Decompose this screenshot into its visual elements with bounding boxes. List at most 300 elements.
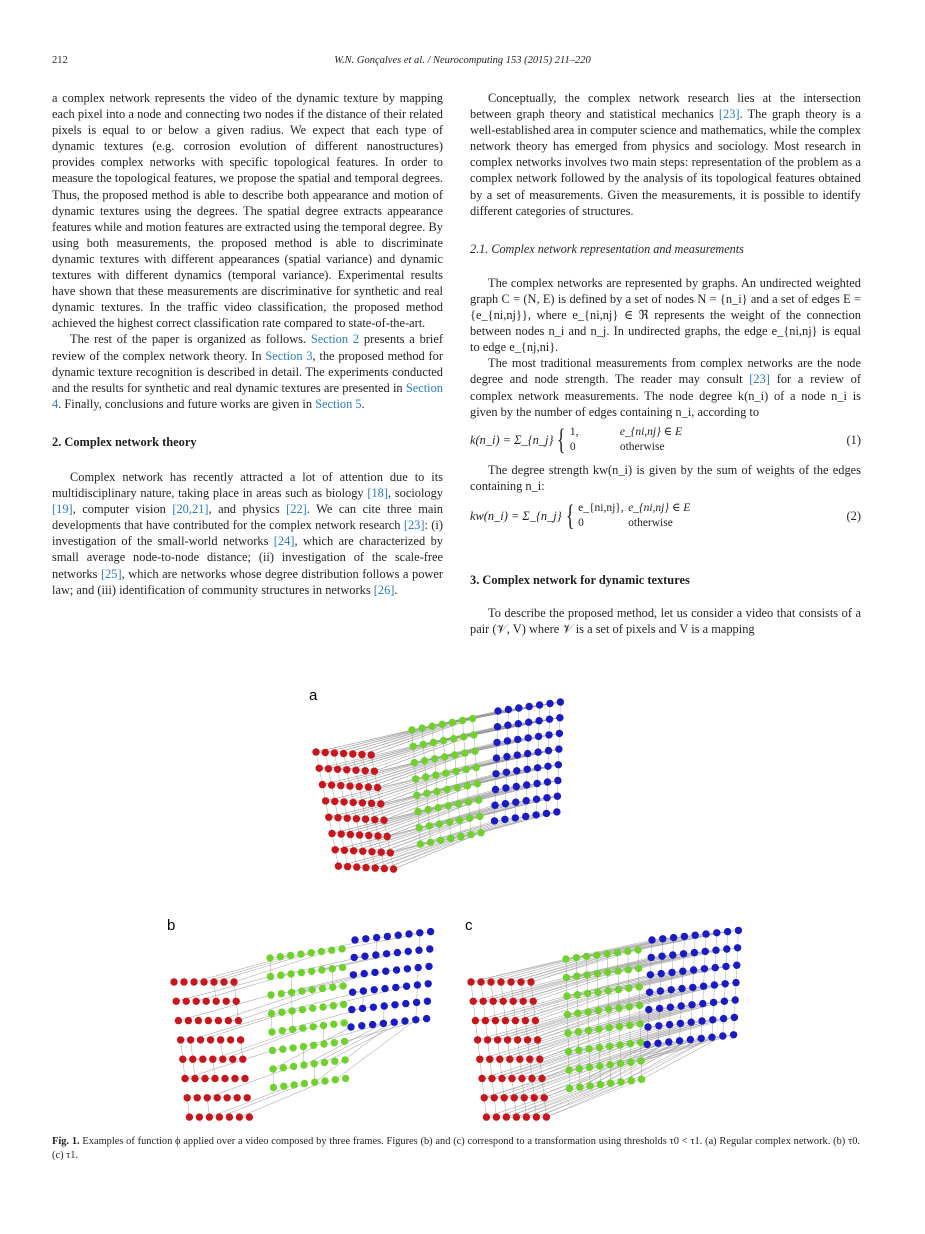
- right-paragraph-1: Conceptually, the complex network research lies at the intersection between graph theory and statistical mechanics [23]. The graph theory is a well-established area in computer science and mathematics, while the complex network theory has emerged from physics and sociology. Most research in complex networks involves two main steps: representation of the problem as a complex network followed by the analysis of its topological features obtained by a set of measurements. Given the measurements, it is possible to identify different categories of structures.: [470, 91, 861, 218]
- network-node-green: [466, 815, 473, 822]
- network-node-green: [605, 987, 612, 994]
- network-node-red: [322, 797, 329, 804]
- network-node-green: [277, 972, 284, 979]
- network-node-red: [209, 1056, 216, 1063]
- network-node-red: [319, 781, 326, 788]
- network-node-blue: [491, 802, 498, 809]
- network-node-red: [368, 800, 375, 807]
- network-node-blue: [732, 996, 739, 1003]
- network-node-green: [626, 1003, 633, 1010]
- network-node-blue: [532, 811, 539, 818]
- network-node-green: [430, 739, 437, 746]
- network-edge: [384, 833, 481, 869]
- network-node-green: [268, 1010, 275, 1017]
- network-node-blue: [505, 706, 512, 713]
- network-node-green: [460, 733, 467, 740]
- network-node-blue: [536, 701, 543, 708]
- network-node-red: [328, 830, 335, 837]
- network-node-red: [532, 1017, 539, 1024]
- network-node-blue: [394, 949, 401, 956]
- network-node-blue: [702, 930, 709, 937]
- network-node-blue: [667, 1004, 674, 1011]
- network-node-blue: [555, 745, 562, 752]
- network-node-blue: [412, 1016, 419, 1023]
- network-node-green: [439, 721, 446, 728]
- network-node-blue: [647, 971, 654, 978]
- network-node-green: [422, 773, 429, 780]
- network-node-blue: [524, 766, 531, 773]
- network-node-red: [227, 1036, 234, 1043]
- network-node-green: [470, 731, 477, 738]
- network-node-green: [279, 1027, 286, 1034]
- network-node-red: [371, 816, 378, 823]
- network-node-red: [191, 1075, 198, 1082]
- network-node-green: [431, 755, 438, 762]
- ref-22[interactable]: [22]: [286, 502, 307, 517]
- network-node-green: [616, 1041, 623, 1048]
- network-node-blue: [494, 707, 501, 714]
- network-node-green: [321, 1077, 328, 1084]
- network-node-blue: [512, 799, 519, 806]
- ref-18[interactable]: [18]: [367, 486, 388, 501]
- network-node-red: [186, 1113, 193, 1120]
- network-node-blue: [657, 987, 664, 994]
- network-node-blue: [533, 780, 540, 787]
- network-node-red: [206, 1113, 213, 1120]
- network-node-green: [464, 782, 471, 789]
- network-node-red: [179, 1056, 186, 1063]
- ref-19[interactable]: [19]: [52, 502, 73, 517]
- section-5-link[interactable]: Section 5: [315, 396, 362, 411]
- network-node-red: [541, 1094, 548, 1101]
- network-node-red: [195, 1017, 202, 1024]
- network-node-blue: [501, 816, 508, 823]
- network-node-green: [566, 1085, 573, 1092]
- network-node-blue: [690, 966, 697, 973]
- network-node-blue: [699, 1000, 706, 1007]
- ref-25[interactable]: [25]: [100, 566, 122, 581]
- network-node-red: [358, 751, 365, 758]
- network-node-blue: [691, 949, 698, 956]
- network-node-red: [331, 749, 338, 756]
- network-node-green: [585, 1027, 592, 1034]
- network-node-blue: [402, 1000, 409, 1007]
- network-node-blue: [513, 767, 520, 774]
- network-node-green: [635, 965, 642, 972]
- network-node-green: [474, 780, 481, 787]
- network-node-red: [236, 1113, 243, 1120]
- network-node-blue: [535, 733, 542, 740]
- network-node-green: [604, 969, 611, 976]
- network-node-red: [185, 1017, 192, 1024]
- equation-2: kw(n_i) = Σ_{n_j} { e_{ni,nj}, e_{ni,nj} ∈ E 0 otherwise (2): [470, 498, 861, 532]
- network-node-green: [574, 1010, 581, 1017]
- panel-b-nodes: [170, 928, 434, 1121]
- network-node-red: [365, 783, 372, 790]
- network-node-green: [576, 1084, 583, 1091]
- network-node-red: [362, 864, 369, 871]
- network-node-green: [408, 726, 415, 733]
- network-node-blue: [347, 1023, 354, 1030]
- ref-24[interactable]: [24]: [273, 534, 295, 549]
- network-node-red: [190, 978, 197, 985]
- section-3-link[interactable]: Section 3: [265, 348, 313, 363]
- section-2-link[interactable]: Section 2: [310, 332, 360, 347]
- network-node-green: [424, 806, 431, 813]
- network-node-green: [447, 835, 454, 842]
- network-node-blue: [381, 985, 388, 992]
- network-node-blue: [722, 963, 729, 970]
- network-node-red: [343, 766, 350, 773]
- network-node-green: [309, 1005, 316, 1012]
- network-node-blue: [676, 1037, 683, 1044]
- network-node-red: [334, 766, 341, 773]
- network-node-green: [635, 983, 642, 990]
- network-node-green: [471, 748, 478, 755]
- network-node-blue: [557, 698, 564, 705]
- network-node-red: [480, 998, 487, 1005]
- network-node-red: [233, 998, 240, 1005]
- network-node-green: [625, 985, 632, 992]
- network-node-blue: [698, 1035, 705, 1042]
- network-node-red: [520, 998, 527, 1005]
- network-node-green: [321, 1059, 328, 1066]
- network-node-red: [486, 1056, 493, 1063]
- network-node-red: [482, 1017, 489, 1024]
- network-node-red: [507, 978, 514, 985]
- network-node-red: [484, 1036, 491, 1043]
- running-title: W.N. Gonçalves et al. / Neurocomputing 153 (2015) 211–220: [334, 55, 591, 66]
- network-node-blue: [361, 953, 368, 960]
- network-node-red: [491, 1094, 498, 1101]
- network-node-blue: [503, 769, 510, 776]
- network-node-red: [241, 1075, 248, 1082]
- network-node-green: [615, 986, 622, 993]
- network-node-green: [269, 1047, 276, 1054]
- network-node-red: [187, 1036, 194, 1043]
- network-node-blue: [425, 963, 432, 970]
- network-node-red: [384, 833, 391, 840]
- network-node-blue: [724, 928, 731, 935]
- network-node-red: [501, 1094, 508, 1101]
- subsection-2-1-heading: 2.1. Complex network representation and measurements: [470, 241, 744, 256]
- network-node-red: [350, 847, 357, 854]
- network-node-blue: [493, 739, 500, 746]
- network-edge: [536, 1081, 631, 1117]
- network-node-green: [473, 764, 480, 771]
- network-node-green: [593, 951, 600, 958]
- eq2-case1-condition: e_{ni,nj} ∈ E: [628, 501, 691, 514]
- network-node-blue: [702, 948, 709, 955]
- eq2-lhs: kw(n_i) = Σ_{n_j}: [470, 508, 562, 523]
- network-node-blue: [556, 714, 563, 721]
- network-node-blue: [656, 1005, 663, 1012]
- network-node-green: [449, 719, 456, 726]
- network-node-red: [472, 1017, 479, 1024]
- network-node-green: [320, 1040, 327, 1047]
- network-node-blue: [382, 968, 389, 975]
- network-node-red: [481, 1094, 488, 1101]
- network-node-red: [244, 1094, 251, 1101]
- network-node-green: [575, 1047, 582, 1054]
- network-node-red: [193, 998, 200, 1005]
- network-node-green: [583, 953, 590, 960]
- network-node-blue: [680, 950, 687, 957]
- network-node-blue: [730, 1031, 737, 1038]
- network-edge: [209, 1085, 294, 1117]
- network-node-blue: [658, 970, 665, 977]
- network-node-green: [280, 1083, 287, 1090]
- network-node-blue: [491, 817, 498, 824]
- network-node-red: [524, 1036, 531, 1043]
- eq1-case1-condition: e_{ni,nj} ∈ E: [619, 425, 682, 438]
- network-node-green: [562, 955, 569, 962]
- network-node-green: [563, 974, 570, 981]
- network-node-blue: [689, 984, 696, 991]
- network-node-red: [518, 1075, 525, 1082]
- network-node-green: [299, 1024, 306, 1031]
- network-node-green: [565, 1066, 572, 1073]
- network-node-blue: [533, 796, 540, 803]
- network-node-blue: [655, 1022, 662, 1029]
- network-node-red: [359, 799, 366, 806]
- network-edge: [223, 1027, 313, 1059]
- ref-23-c[interactable]: [23]: [749, 372, 770, 387]
- right-paragraph-5: To describe the proposed method, let us consider a video that consists of a pair (𝒱, V) where 𝒱 is a set of pixels and V is a mapping: [470, 605, 861, 637]
- network-node-green: [564, 1029, 571, 1036]
- network-node-blue: [712, 947, 719, 954]
- network-edge: [191, 1012, 282, 1040]
- network-node-red: [359, 848, 366, 855]
- network-node-blue: [648, 936, 655, 943]
- network-node-blue: [414, 981, 421, 988]
- network-node-green: [341, 1038, 348, 1045]
- network-node-blue: [522, 813, 529, 820]
- network-edge: [500, 1030, 589, 1059]
- network-node-green: [341, 1056, 348, 1063]
- network-node-red: [340, 798, 347, 805]
- network-node-green: [607, 1061, 614, 1068]
- network-node-red: [488, 1075, 495, 1082]
- network-node-green: [300, 1061, 307, 1068]
- network-node-blue: [416, 929, 423, 936]
- network-node-blue: [678, 985, 685, 992]
- network-node-red: [390, 865, 397, 872]
- panel-a-label: a: [309, 687, 318, 704]
- network-node-red: [246, 1113, 253, 1120]
- network-node-blue: [393, 966, 400, 973]
- network-node-green: [318, 948, 325, 955]
- network-node-red: [371, 768, 378, 775]
- network-node-red: [338, 830, 345, 837]
- network-node-red: [490, 998, 497, 1005]
- network-node-blue: [678, 1002, 685, 1009]
- network-node-green: [298, 987, 305, 994]
- network-node-blue: [731, 1014, 738, 1021]
- network-node-green: [615, 1004, 622, 1011]
- network-node-green: [606, 1024, 613, 1031]
- network-node-green: [331, 1039, 338, 1046]
- network-node-green: [573, 973, 580, 980]
- network-node-red: [211, 1075, 218, 1082]
- network-node-red: [381, 865, 388, 872]
- network-node-red: [196, 1113, 203, 1120]
- network-node-red: [492, 1017, 499, 1024]
- network-edge: [503, 974, 597, 1002]
- network-node-blue: [720, 1015, 727, 1022]
- network-node-blue: [526, 703, 533, 710]
- network-node-blue: [373, 934, 380, 941]
- network-node-green: [320, 1022, 327, 1029]
- network-node-red: [335, 862, 342, 869]
- network-node-red: [350, 799, 357, 806]
- network-node-red: [223, 998, 230, 1005]
- eq1-number: (1): [846, 432, 861, 447]
- network-node-red: [344, 863, 351, 870]
- network-node-blue: [415, 964, 422, 971]
- network-node-green: [456, 817, 463, 824]
- network-node-blue: [351, 936, 358, 943]
- network-node-green: [454, 784, 461, 791]
- network-node-red: [173, 998, 180, 1005]
- network-node-blue: [644, 1023, 651, 1030]
- network-node-blue: [681, 933, 688, 940]
- network-node-red: [325, 814, 332, 821]
- network-node-red: [380, 817, 387, 824]
- network-node-green: [443, 786, 450, 793]
- network-node-blue: [523, 797, 530, 804]
- network-node-green: [290, 1063, 297, 1070]
- network-node-green: [436, 820, 443, 827]
- network-node-green: [462, 766, 469, 773]
- network-node-red: [538, 1075, 545, 1082]
- network-node-red: [474, 1036, 481, 1043]
- network-node-green: [437, 837, 444, 844]
- network-node-blue: [371, 986, 378, 993]
- network-node-green: [595, 1025, 602, 1032]
- network-node-red: [521, 1094, 528, 1101]
- network-node-green: [597, 1081, 604, 1088]
- network-node-blue: [348, 1006, 355, 1013]
- network-node-green: [586, 1064, 593, 1071]
- ref-23-b[interactable]: [23]: [718, 107, 740, 122]
- network-edge: [480, 1033, 568, 1059]
- network-node-red: [511, 1094, 518, 1101]
- network-node-green: [429, 723, 436, 730]
- network-node-red: [477, 978, 484, 985]
- network-node-blue: [659, 935, 666, 942]
- network-node-red: [374, 784, 381, 791]
- network-node-red: [215, 1017, 222, 1024]
- network-node-green: [627, 1040, 634, 1047]
- network-node-red: [533, 1113, 540, 1120]
- network-node-green: [476, 813, 483, 820]
- network-edge: [196, 974, 291, 1001]
- network-node-blue: [644, 1041, 651, 1048]
- network-node-green: [339, 982, 346, 989]
- network-edge: [218, 990, 312, 1021]
- network-node-green: [338, 945, 345, 952]
- network-edge: [498, 1011, 599, 1040]
- network-node-green: [594, 970, 601, 977]
- network-node-blue: [544, 778, 551, 785]
- network-node-green: [310, 1023, 317, 1030]
- network-node-red: [180, 978, 187, 985]
- network-node-green: [604, 950, 611, 957]
- network-node-green: [279, 1046, 286, 1053]
- network-node-blue: [403, 983, 410, 990]
- network-node-red: [200, 978, 207, 985]
- network-node-blue: [525, 734, 532, 741]
- network-node-red: [374, 832, 381, 839]
- network-node-blue: [543, 794, 550, 801]
- network-node-green: [267, 991, 274, 998]
- network-node-blue: [514, 751, 521, 758]
- network-node-red: [347, 831, 354, 838]
- network-edge: [540, 1025, 630, 1059]
- network-edge: [508, 1009, 609, 1040]
- network-node-blue: [372, 951, 379, 958]
- network-node-red: [510, 998, 517, 1005]
- eq1-case1-value: 1,: [569, 425, 579, 438]
- network-node-blue: [700, 983, 707, 990]
- network-node-green: [329, 965, 336, 972]
- ref-23[interactable]: [23]: [403, 518, 425, 533]
- network-node-green: [455, 800, 462, 807]
- network-node-green: [584, 1008, 591, 1015]
- network-node-red: [332, 846, 339, 853]
- network-node-blue: [494, 723, 501, 730]
- network-node-blue: [384, 933, 391, 940]
- network-node-red: [197, 1036, 204, 1043]
- network-node-red: [207, 1036, 214, 1043]
- network-edge: [213, 1028, 303, 1059]
- network-edge: [481, 958, 576, 982]
- network-node-blue: [543, 810, 550, 817]
- network-node-green: [441, 753, 448, 760]
- network-node-green: [624, 948, 631, 955]
- section-4-link[interactable]: Section 4: [52, 380, 443, 411]
- left-paragraph-1: a complex network represents the video of the dynamic texture by mapping each pixel into a node and connecting two nodes if the distance of their related pixels is equal to or below a given radius. We expect that each type of dynamic textures (e.g. corrosion evolution of different nanostructures) provides complex networks with specific topological features. In order to measure the topological features, we propose the spatial and temporal degrees. Thus, the proposed method is able to describe both appearance and motion of dynamic textures using the degrees. The spatial degree extracts appearance features while and motion features are extracted using the temporal degree. By using both measurements, the proposed method is able to discriminate dynamic textures with different appearances (spatial variance) and dynamic textures with different dynamics (temporal variance). Experimental results have shown that these measurements are discriminative for synthetic and real dynamic textures. In the traffic video classification, the proposed method achieved the highest correct classification rate compared to state-of-the-art.: [52, 91, 443, 331]
- network-node-green: [410, 743, 417, 750]
- network-node-red: [378, 849, 385, 856]
- network-node-red: [362, 816, 369, 823]
- network-node-blue: [404, 965, 411, 972]
- network-node-red: [377, 800, 384, 807]
- network-node-green: [308, 968, 315, 975]
- network-node-red: [387, 849, 394, 856]
- network-edge: [484, 1070, 569, 1098]
- network-node-red: [528, 1075, 535, 1082]
- network-node-green: [299, 1006, 306, 1013]
- network-node-blue: [383, 950, 390, 957]
- network-node-red: [235, 1017, 242, 1024]
- network-node-blue: [688, 1019, 695, 1026]
- network-node-green: [596, 1044, 603, 1051]
- ref-20-21[interactable]: [20,21]: [172, 502, 209, 517]
- network-node-green: [433, 788, 440, 795]
- network-node-blue: [514, 736, 521, 743]
- network-node-red: [516, 1056, 523, 1063]
- ref-26[interactable]: [26]: [373, 582, 395, 597]
- network-node-red: [470, 998, 477, 1005]
- network-node-blue: [493, 754, 500, 761]
- right-paragraph-2: The complex networks are represented by graphs. An undirected weighted graph C = (N, E) is defined by a set of nodes N = {n_i} and a set of edges E = {e_{ni,nj}}, where e_{ni,nj} ∈ ℜ represents the weight of the connection between nodes n_i and n_j. In undirected graphs, the edge e_{ni,nj} is equal to edge e_{nj,ni}.: [470, 275, 861, 355]
- network-node-blue: [415, 947, 422, 954]
- network-node-blue: [723, 945, 730, 952]
- network-node-blue: [395, 932, 402, 939]
- network-node-green: [332, 1076, 339, 1083]
